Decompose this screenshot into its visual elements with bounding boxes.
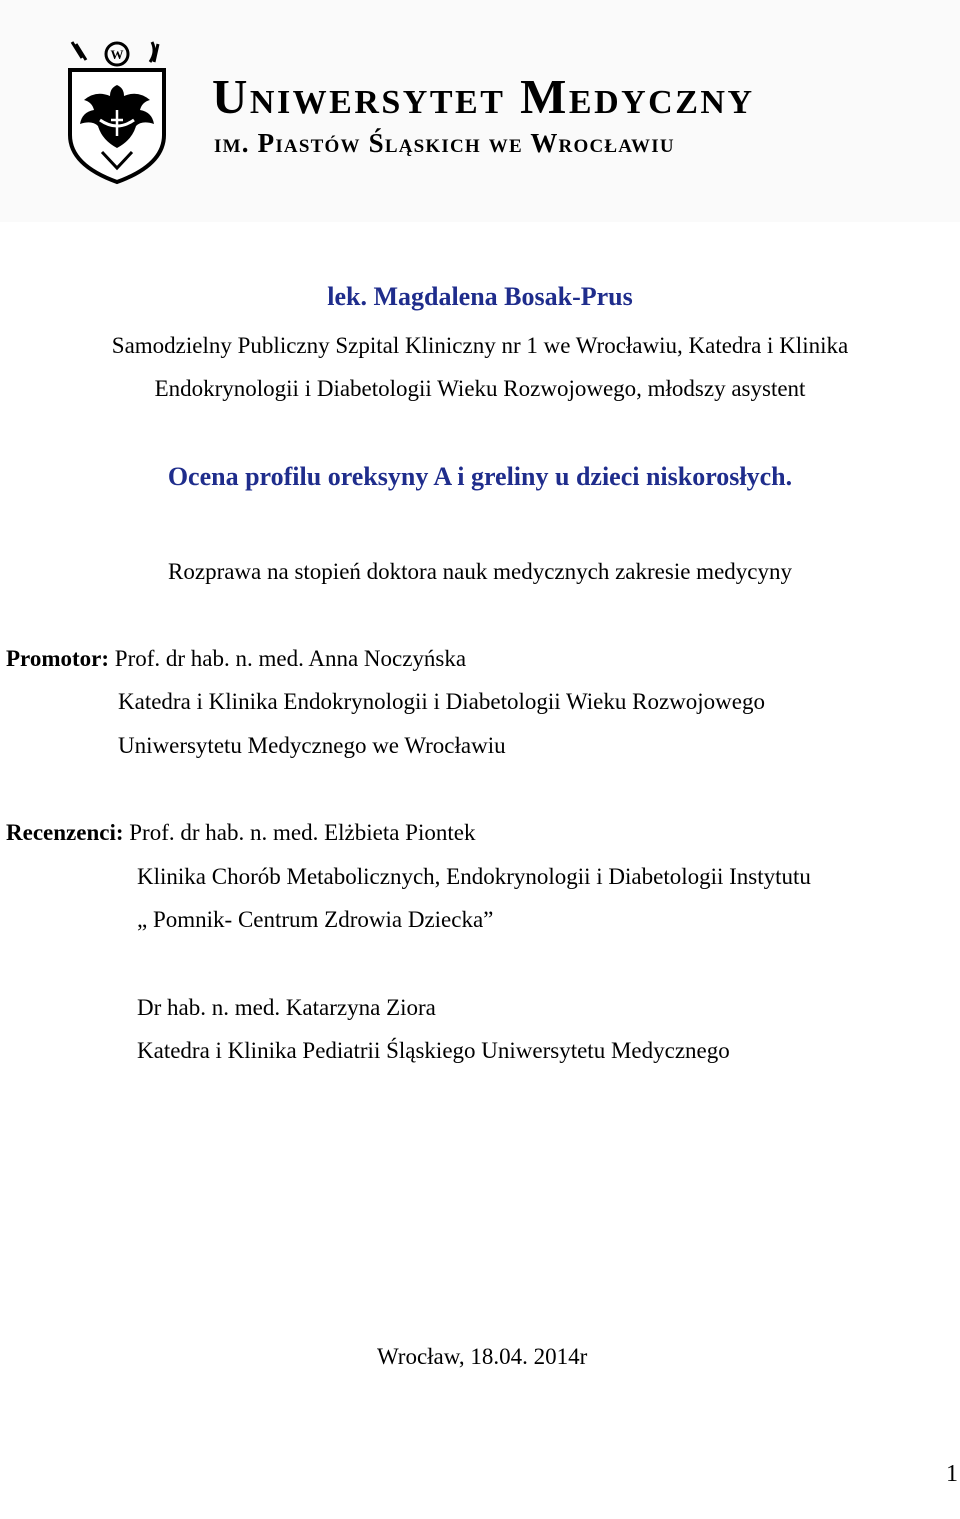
promotor-affiliation-line1: Katedra i Klinika Endokrynologii i Diabetologii Wieku Rozwojowego bbox=[118, 689, 765, 714]
thesis-title: Ocena profilu oreksyny A i greliny u dzieci niskorosłych. bbox=[167, 462, 793, 491]
reviewer1-affiliation-line2: „ Pomnik- Centrum Zdrowia Dziecka” bbox=[137, 907, 494, 932]
author-name: lek. Magdalena Bosak-Prus bbox=[327, 282, 633, 311]
place-date: Wrocław, 18.04. 2014r bbox=[377, 1344, 588, 1369]
promotor-affiliation-line2: Uniwersytetu Medycznego we Wrocławiu bbox=[118, 733, 506, 758]
reviewer1-affiliation-line1: Klinika Chorób Metabolicznych, Endokrynologii i Diabetologii Instytutu bbox=[137, 864, 811, 889]
reviewers-label: Recenzenci: bbox=[6, 820, 124, 845]
university-subname: im. Piastów Śląskich we Wrocławiu bbox=[214, 128, 675, 158]
reviewer2-affiliation-line1: Katedra i Klinika Pediatrii Śląskiego Uniwersytetu Medycznego bbox=[137, 1038, 730, 1063]
author-affiliation-line2: Endokrynologii i Diabetologii Wieku Rozwojowego, młodszy asystent bbox=[154, 376, 806, 401]
reviewer2-name: Dr hab. n. med. Katarzyna Ziora bbox=[137, 995, 436, 1020]
author-affiliation-line1: Samodzielny Publiczny Szpital Kliniczny nr 1 we Wrocławiu, Katedra i Klinika bbox=[111, 333, 849, 358]
promotor-name: Prof. dr hab. n. med. Anna Noczyńska bbox=[114, 646, 467, 671]
reviewer1-name: Prof. dr hab. n. med. Elżbieta Piontek bbox=[129, 820, 476, 845]
university-header bbox=[0, 0, 960, 222]
page-number: 1 bbox=[946, 1461, 958, 1487]
promotor-line bbox=[6, 647, 466, 670]
svg-text:W: W bbox=[110, 47, 124, 62]
reviewers-line bbox=[6, 821, 475, 844]
university-crest-icon bbox=[62, 40, 172, 185]
thesis-subtitle: Rozprawa na stopień doktora nauk medycznych zakresie medycyny bbox=[168, 559, 792, 584]
university-name: Uniwersytet Medyczny bbox=[212, 69, 755, 124]
promotor-label: Promotor: bbox=[6, 646, 110, 671]
